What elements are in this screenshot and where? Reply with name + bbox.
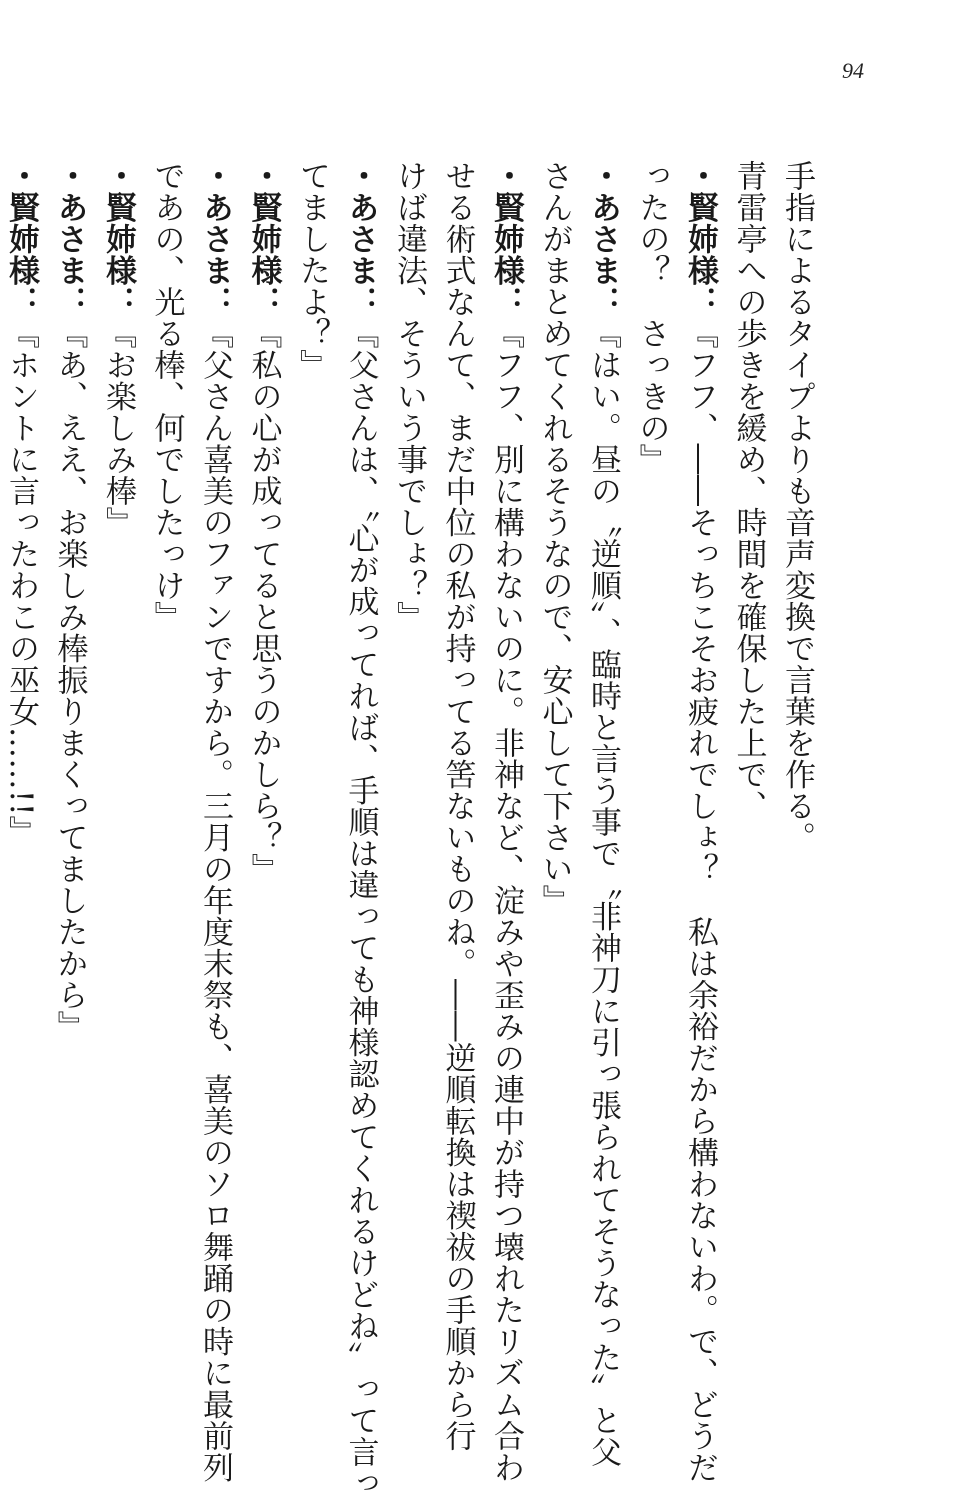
text-line <box>724 160 773 1320</box>
line-text: 『はい。昼の〝逆順〟、臨時と言う事で〝非神刀に引っ張られてそうなった〟と父 <box>585 318 621 1468</box>
line-text: 『父さんは、〝心が成ってれば、手順は違っても神様認めてくれるけどね〟って言っ <box>343 318 379 1499</box>
text-line <box>773 160 853 1320</box>
line-text: てましたよ？』 <box>294 160 330 381</box>
speaker-label: ・あさま： <box>52 160 88 318</box>
line-text: であの、光る棒、何でしたっけ』 <box>149 160 185 633</box>
text-line <box>627 160 676 1320</box>
text-line <box>530 160 579 1320</box>
text-line <box>385 160 434 1320</box>
line-text: 『ホントに言ったわこの巫女……!!』 <box>3 318 39 848</box>
text-line <box>482 160 531 1320</box>
line-text: 青雷亭への歩きを緩め、時間を確保した上で、 <box>731 160 767 822</box>
line-text: 『父さん喜美のファンですから。三月の年度末祭も、喜美のソロ舞踊の時に最前列 <box>197 318 233 1484</box>
line-text: さんがまとめてくれるそうなので、安心して下さい』 <box>537 160 573 916</box>
vertical-text-body <box>92 160 852 1320</box>
line-text: 『あ、ええ、お楽しみ棒振りまくってましたから』 <box>52 318 88 1043</box>
speaker-label: ・あさま： <box>197 160 233 318</box>
line-text: 『フフ、別に構わないのに。非神など、淀みや歪みの連中が持つ壊れたリズム合わ <box>488 318 524 1484</box>
speaker-label: ・賢姉様： <box>246 160 282 318</box>
line-text: けば違法、そういう事でしょ？』 <box>391 160 427 633</box>
line-text: 『私の心が成ってると思うのかしら？』 <box>246 318 282 885</box>
text-line <box>288 160 337 1320</box>
text-line <box>142 160 191 1320</box>
text-line <box>579 160 628 1320</box>
text-line <box>336 160 385 1320</box>
text-line <box>676 160 725 1320</box>
speaker-label: ・あさま： <box>585 160 621 318</box>
line-text: 手指によるタイプよりも音声変換で言葉を作る。 <box>779 160 815 853</box>
text-line <box>433 160 482 1320</box>
speaker-label: ・賢姉様： <box>100 160 136 318</box>
text-line <box>0 160 45 1320</box>
line-text: せる術式なんて、まだ中位の私が持ってる筈ないものね。――逆順転換は禊祓の手順から行 <box>440 160 476 1452</box>
text-line <box>239 160 288 1320</box>
page-number: 94 <box>842 58 864 84</box>
line-text: 『フフ、――そっちこそお疲れでしょ？ 私は余裕だから構わないわ。で、どうだ <box>682 318 718 1484</box>
text-line <box>94 160 143 1320</box>
speaker-label: ・あさま： <box>343 160 379 318</box>
speaker-label: ・賢姉様： <box>682 160 718 318</box>
line-text: ったの？ さっきの』 <box>634 160 670 475</box>
speaker-label: ・賢姉様： <box>488 160 524 318</box>
text-line <box>191 160 240 1320</box>
line-text: 『お楽しみ棒』 <box>100 318 136 539</box>
text-line <box>45 160 94 1320</box>
speaker-label: ・賢姉様： <box>3 160 39 318</box>
